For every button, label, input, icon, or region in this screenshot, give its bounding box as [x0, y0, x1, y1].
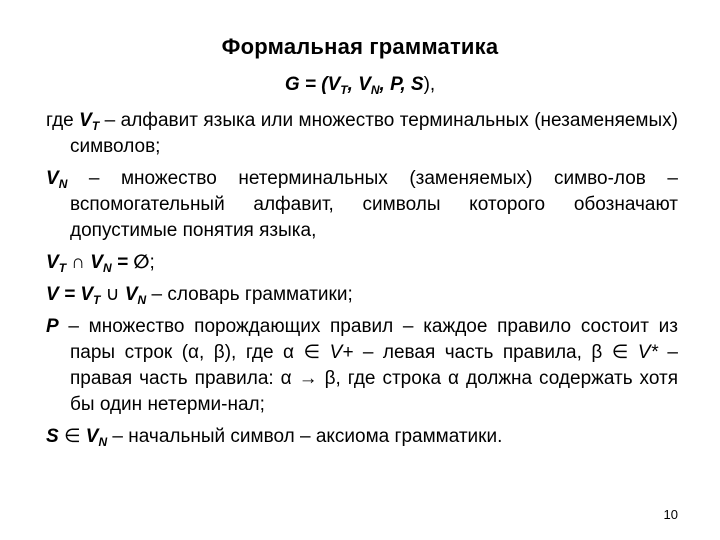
intersection-b: V	[90, 252, 103, 273]
definition-vn-sub: N	[58, 177, 68, 191]
definition-vn-text: – множество нетерминальных (заменяемых) симво-лов – вспомогательный алфавит, символы которого обозначают допустимые понятия языка,	[67, 168, 678, 241]
intersection-a: V	[46, 252, 59, 273]
definition-vn-symbol: V	[46, 168, 59, 189]
intersection-end: ;	[149, 252, 155, 273]
union-b-sub: N	[137, 293, 147, 307]
union-a-sub: T	[93, 293, 101, 307]
formula-sep: ,	[347, 74, 359, 95]
definition-s-op: ∈	[58, 426, 86, 447]
intersection-b-sub: N	[102, 261, 112, 275]
intersection-a-sub: T	[58, 261, 67, 275]
definition-vt-prefix: где	[46, 110, 80, 131]
page-number: 10	[663, 507, 678, 522]
union-op: ∪	[100, 284, 125, 305]
definitions-list	[46, 108, 678, 456]
union-text: – словарь грамматики;	[146, 284, 353, 305]
definition-p-vstar: V*	[637, 342, 658, 363]
definition-p-symbol: P	[46, 316, 59, 337]
intersection-op: ∩	[66, 252, 91, 273]
intersection-eq: = ∅	[111, 252, 150, 273]
definition-p	[46, 314, 678, 418]
formula-rest: , P, S	[379, 74, 424, 95]
definition-vt	[46, 108, 678, 160]
definition-p-text1: – множество порождающих правил – каждое правило состоит из пары строк (α, β), где α ∈	[58, 316, 678, 363]
formula-vt: V	[327, 74, 341, 95]
formula-vn-sub: N	[370, 83, 380, 97]
union-v: V	[46, 284, 59, 305]
formula-vn: V	[358, 74, 371, 95]
formula-g: G = (	[284, 74, 328, 95]
definition-s-symbol: S	[46, 426, 59, 447]
formula-vt-sub: T	[340, 83, 348, 97]
definition-vt-sub: T	[91, 119, 100, 133]
definition-p-vplus: V+	[329, 342, 354, 363]
union-a: V	[80, 284, 94, 305]
definition-s-v: V	[85, 426, 99, 447]
definition-s-text: – начальный символ – аксиома грамматики.	[107, 426, 503, 447]
definition-p-text2: – левая часть правила, β ∈	[353, 342, 638, 363]
definition-s-v-sub: N	[98, 435, 108, 449]
union-b: V	[124, 284, 138, 305]
slide-title: Формальная грамматика	[221, 34, 499, 59]
union-eq: =	[58, 284, 81, 305]
definition-s	[46, 424, 678, 450]
definition-p-text3: – правая часть правила: α → β, где строка α должна содержать хотя бы один нетерми-нал;	[70, 342, 678, 415]
definition-vn	[46, 166, 678, 244]
grammar-formula	[0, 74, 720, 96]
definition-vt-text: – алфавит языка или множество терминальных (незаменяемых) символов;	[70, 110, 678, 157]
definition-union	[46, 282, 678, 308]
formula-close: ),	[423, 74, 436, 95]
definition-vt-symbol: V	[79, 110, 92, 131]
definition-intersection	[46, 250, 678, 276]
